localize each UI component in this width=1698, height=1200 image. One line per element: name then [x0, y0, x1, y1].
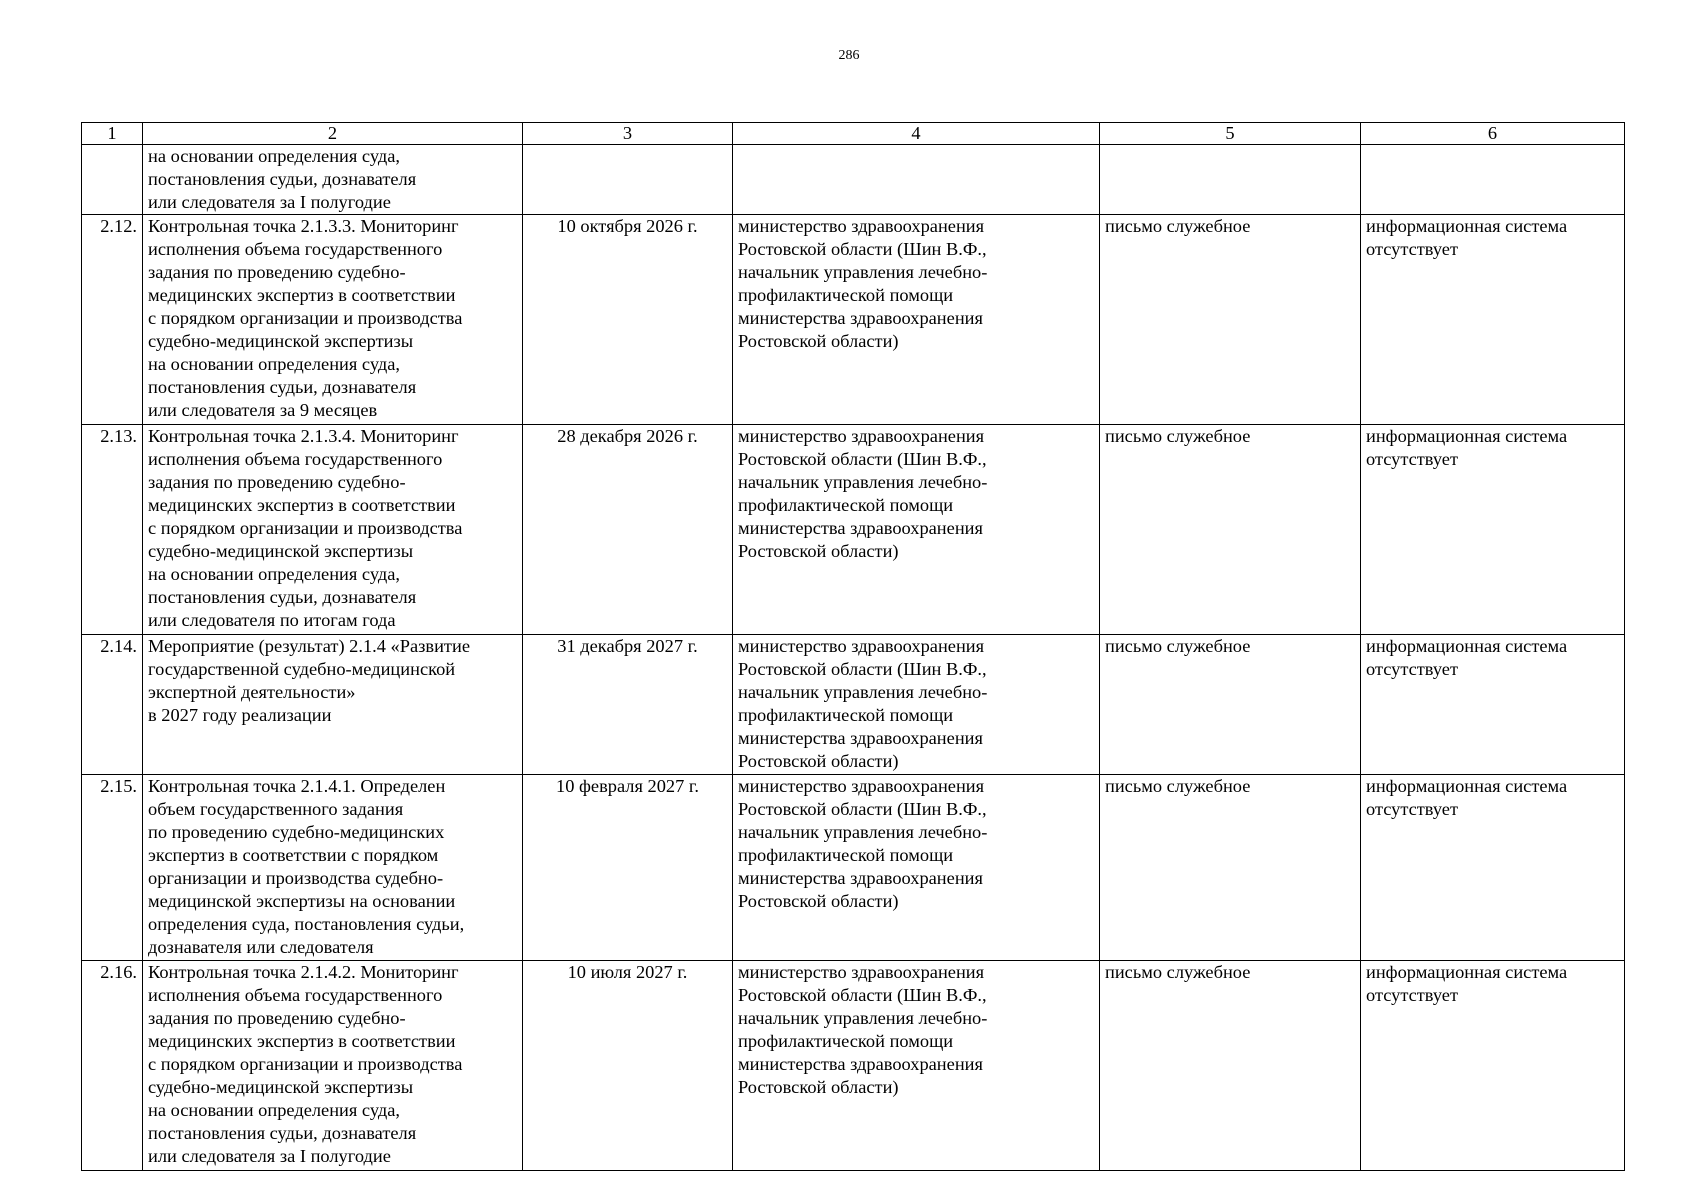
- text-line: Контрольная точка 2.1.3.3. Мониторинг: [148, 216, 459, 236]
- table-row: [82, 145, 1625, 215]
- text-line: задания по проведению судебно-: [148, 472, 406, 492]
- text-line: отсутствует: [1366, 449, 1458, 469]
- table-row: [82, 425, 1625, 635]
- table-row: [82, 635, 1625, 775]
- text-line: на основании определения суда,: [148, 146, 401, 166]
- text-line: на основании определения суда,: [148, 1100, 401, 1120]
- text-line: на основании определения суда,: [148, 564, 401, 584]
- plan-table: [81, 122, 1625, 1171]
- text-line: министерства здравоохранения: [738, 868, 983, 888]
- text-line: постановления судьи, дознавателя: [148, 377, 417, 397]
- text-line: начальник управления лечебно-: [738, 262, 988, 282]
- row-date: 31 декабря 2027 г.: [523, 635, 733, 775]
- text-line: с порядком организации и производства: [148, 308, 463, 328]
- text-line: исполнения объема государственного: [148, 449, 443, 469]
- text-line: министерства здравоохранения: [738, 518, 983, 538]
- text-line: Ростовской области (Шин В.Ф.,: [738, 239, 987, 259]
- row-number: 2.16.: [82, 961, 143, 1171]
- text-line: Ростовской области): [738, 891, 899, 911]
- text-line: Ростовской области (Шин В.Ф.,: [738, 449, 987, 469]
- text-line: Контрольная точка 2.1.4.2. Мониторинг: [148, 962, 459, 982]
- text-line: профилактической помощи: [738, 285, 954, 305]
- table-row: [82, 775, 1625, 961]
- text-line: Мероприятие (результат) 2.1.4 «Развитие: [148, 636, 470, 656]
- row-description: [143, 775, 523, 961]
- text-line: организации и производства судебно-: [148, 868, 444, 888]
- row-information-system: [1361, 145, 1625, 215]
- row-date: 10 июля 2027 г.: [523, 961, 733, 1171]
- row-date: [523, 145, 733, 215]
- row-number: 2.15.: [82, 775, 143, 961]
- text-line: на основании определения суда,: [148, 354, 401, 374]
- text-line: исполнения объема государственного: [148, 985, 443, 1005]
- text-line: профилактической помощи: [738, 705, 954, 725]
- text-line: Ростовской области (Шин В.Ф.,: [738, 985, 987, 1005]
- text-line: дознавателя или следователя: [148, 937, 374, 957]
- text-line: министерства здравоохранения: [738, 308, 983, 328]
- text-line: с порядком организации и производства: [148, 1054, 463, 1074]
- text-line: по проведению судебно-медицинских: [148, 822, 445, 842]
- column-header-1: 1: [82, 123, 143, 145]
- row-number: [82, 145, 143, 215]
- text-line: с порядком организации и производства: [148, 518, 463, 538]
- text-line: или следователя за I полугодие: [148, 192, 391, 212]
- row-description: [143, 145, 523, 215]
- row-document-type: [1100, 145, 1361, 215]
- text-line: Ростовской области): [738, 541, 899, 561]
- text-line: министерство здравоохранения: [738, 776, 985, 796]
- column-header-3: 3: [523, 123, 733, 145]
- text-line: или следователя за I полугодие: [148, 1146, 391, 1166]
- column-header-2: 2: [143, 123, 523, 145]
- row-document-type: письмо служебное: [1100, 635, 1361, 775]
- row-information-system: [1361, 961, 1625, 1171]
- column-header-5: 5: [1100, 123, 1361, 145]
- row-information-system: [1361, 215, 1625, 425]
- text-line: отсутствует: [1366, 985, 1458, 1005]
- text-line: Ростовской области): [738, 751, 899, 771]
- text-line: или следователя по итогам года: [148, 610, 396, 630]
- row-responsible: [733, 215, 1100, 425]
- text-line: медицинской экспертизы на основании: [148, 891, 456, 911]
- row-information-system: [1361, 425, 1625, 635]
- text-line: министерства здравоохранения: [738, 1054, 983, 1074]
- row-document-type: письмо служебное: [1100, 961, 1361, 1171]
- text-line: начальник управления лечебно-: [738, 682, 988, 702]
- text-line: Ростовской области): [738, 331, 899, 351]
- row-date: 28 декабря 2026 г.: [523, 425, 733, 635]
- text-line: в 2027 году реализации: [148, 705, 332, 725]
- text-line: постановления судьи, дознавателя: [148, 587, 417, 607]
- text-line: Контрольная точка 2.1.4.1. Определен: [148, 776, 446, 796]
- text-line: задания по проведению судебно-: [148, 262, 406, 282]
- row-date: 10 февраля 2027 г.: [523, 775, 733, 961]
- row-description: [143, 425, 523, 635]
- column-header-4: 4: [733, 123, 1100, 145]
- text-line: исполнения объема государственного: [148, 239, 443, 259]
- row-document-type: письмо служебное: [1100, 775, 1361, 961]
- row-description: [143, 635, 523, 775]
- text-line: Ростовской области (Шин В.Ф.,: [738, 799, 987, 819]
- text-line: министерство здравоохранения: [738, 216, 985, 236]
- text-line: министерство здравоохранения: [738, 962, 985, 982]
- text-line: определения суда, постановления судьи,: [148, 914, 465, 934]
- row-number: 2.12.: [82, 215, 143, 425]
- text-line: государственной судебно-медицинской: [148, 659, 456, 679]
- text-line: отсутствует: [1366, 659, 1458, 679]
- text-line: министерство здравоохранения: [738, 636, 985, 656]
- text-line: экспертиз в соответствии с порядком: [148, 845, 439, 865]
- text-line: судебно-медицинской экспертизы: [148, 331, 414, 351]
- column-header-6: 6: [1361, 123, 1625, 145]
- page-number: 286: [838, 48, 860, 63]
- text-line: информационная система: [1366, 216, 1568, 236]
- row-number: 2.13.: [82, 425, 143, 635]
- text-line: постановления судьи, дознавателя: [148, 1123, 417, 1143]
- text-line: начальник управления лечебно-: [738, 822, 988, 842]
- row-information-system: [1361, 635, 1625, 775]
- table-row: [82, 961, 1625, 1171]
- row-document-type: письмо служебное: [1100, 425, 1361, 635]
- row-date: 10 октября 2026 г.: [523, 215, 733, 425]
- row-information-system: [1361, 775, 1625, 961]
- text-line: профилактической помощи: [738, 495, 954, 515]
- text-line: информационная система: [1366, 776, 1568, 796]
- text-line: Ростовской области (Шин В.Ф.,: [738, 659, 987, 679]
- row-responsible: [733, 635, 1100, 775]
- row-number: 2.14.: [82, 635, 143, 775]
- table-row: [82, 215, 1625, 425]
- text-line: или следователя за 9 месяцев: [148, 400, 378, 420]
- text-line: профилактической помощи: [738, 1031, 954, 1051]
- text-line: отсутствует: [1366, 799, 1458, 819]
- text-line: начальник управления лечебно-: [738, 1008, 988, 1028]
- text-line: медицинских экспертиз в соответствии: [148, 1031, 456, 1051]
- text-line: Ростовской области): [738, 1077, 899, 1097]
- header-row: [82, 123, 1625, 145]
- text-line: информационная система: [1366, 636, 1568, 656]
- text-line: отсутствует: [1366, 239, 1458, 259]
- text-line: профилактической помощи: [738, 845, 954, 865]
- text-line: министерство здравоохранения: [738, 426, 985, 446]
- text-line: Контрольная точка 2.1.3.4. Мониторинг: [148, 426, 459, 446]
- row-responsible: [733, 145, 1100, 215]
- row-document-type: письмо служебное: [1100, 215, 1361, 425]
- text-line: информационная система: [1366, 426, 1568, 446]
- text-line: медицинских экспертиз в соответствии: [148, 495, 456, 515]
- text-line: экспертной деятельности»: [148, 682, 356, 702]
- row-description: [143, 961, 523, 1171]
- text-line: министерства здравоохранения: [738, 728, 983, 748]
- text-line: постановления судьи, дознавателя: [148, 169, 417, 189]
- text-line: судебно-медицинской экспертизы: [148, 1077, 414, 1097]
- row-responsible: [733, 775, 1100, 961]
- text-line: объем государственного задания: [148, 799, 404, 819]
- text-line: информационная система: [1366, 962, 1568, 982]
- row-responsible: [733, 425, 1100, 635]
- text-line: судебно-медицинской экспертизы: [148, 541, 414, 561]
- row-responsible: [733, 961, 1100, 1171]
- text-line: начальник управления лечебно-: [738, 472, 988, 492]
- row-description: [143, 215, 523, 425]
- text-line: задания по проведению судебно-: [148, 1008, 406, 1028]
- text-line: медицинских экспертиз в соответствии: [148, 285, 456, 305]
